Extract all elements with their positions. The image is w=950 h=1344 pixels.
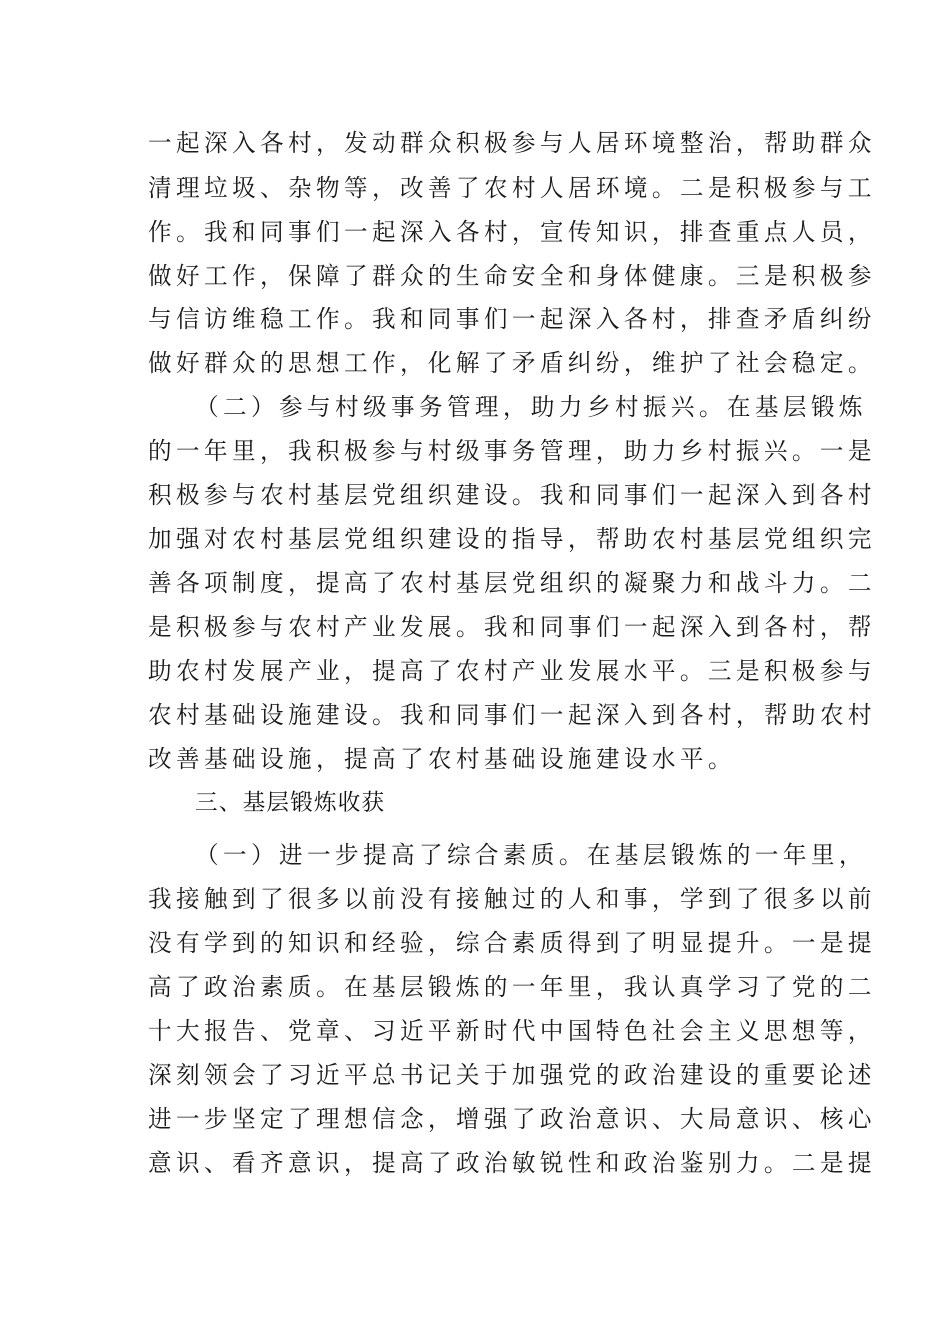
body-text-line: 一起深入各村，发动群众积极参与人居环境整治，帮助群众 (148, 129, 876, 157)
body-text-line: 作。我和同事们一起深入各村，宣传知识，排查重点人员， (148, 218, 876, 246)
body-text-line: 意识、看齐意识，提高了政治敏锐性和政治鉴别力。二是提 (148, 1149, 876, 1177)
body-text-line: 助农村发展产业，提高了农村产业发展水平。三是积极参与 (148, 657, 876, 685)
body-text-line: 做好群众的思想工作，化解了矛盾纠纷，维护了社会稳定。 (148, 349, 876, 377)
body-text-line: 与信访维稳工作。我和同事们一起深入各村，排查矛盾纠纷 (148, 305, 876, 333)
section-heading: 三、基层锻炼收获 (195, 790, 386, 816)
body-text-line: 的一年里，我积极参与村级事务管理，助力乡村振兴。一是 (148, 437, 876, 465)
body-text-line: 改善基础设施，提高了农村基础设施建设水平。 (148, 745, 736, 773)
body-text-line: 十大报告、党章、习近平新时代中国特色社会主义思想等， (148, 1017, 876, 1045)
body-text-line: 善各项制度，提高了农村基层党组织的凝聚力和战斗力。二 (148, 569, 876, 597)
body-text-line: 我接触到了很多以前没有接触过的人和事，学到了很多以前 (148, 885, 876, 913)
body-text-line: 深刻领会了习近平总书记关于加强党的政治建设的重要论述 (148, 1061, 876, 1089)
body-text-line: 积极参与农村基层党组织建设。我和同事们一起深入到各村 (148, 481, 876, 509)
body-text-line: 是积极参与农村产业发展。我和同事们一起深入到各村，帮 (148, 613, 876, 641)
body-text-line: 农村基础设施建设。我和同事们一起深入到各村，帮助农村 (148, 701, 876, 729)
body-text-line: 加强对农村基层党组织建设的指导，帮助农村基层党组织完 (148, 525, 876, 553)
body-text-line: 清理垃圾、杂物等，改善了农村人居环境。二是积极参与工 (148, 174, 876, 202)
body-text-line: 没有学到的知识和经验，综合素质得到了明显提升。一是提 (148, 929, 876, 957)
body-text-line: 进一步坚定了理想信念，增强了政治意识、大局意识、核心 (148, 1105, 876, 1133)
body-text-line: 高了政治素质。在基层锻炼的一年里，我认真学习了党的二 (148, 973, 876, 1001)
body-text-line: 做好工作，保障了群众的生命安全和身体健康。三是积极参 (148, 262, 876, 290)
subsection-heading-line: （一）进一步提高了综合素质。在基层锻炼的一年里， (195, 841, 867, 869)
subsection-heading-line: （二）参与村级事务管理，助力乡村振兴。在基层锻炼 (195, 393, 867, 421)
